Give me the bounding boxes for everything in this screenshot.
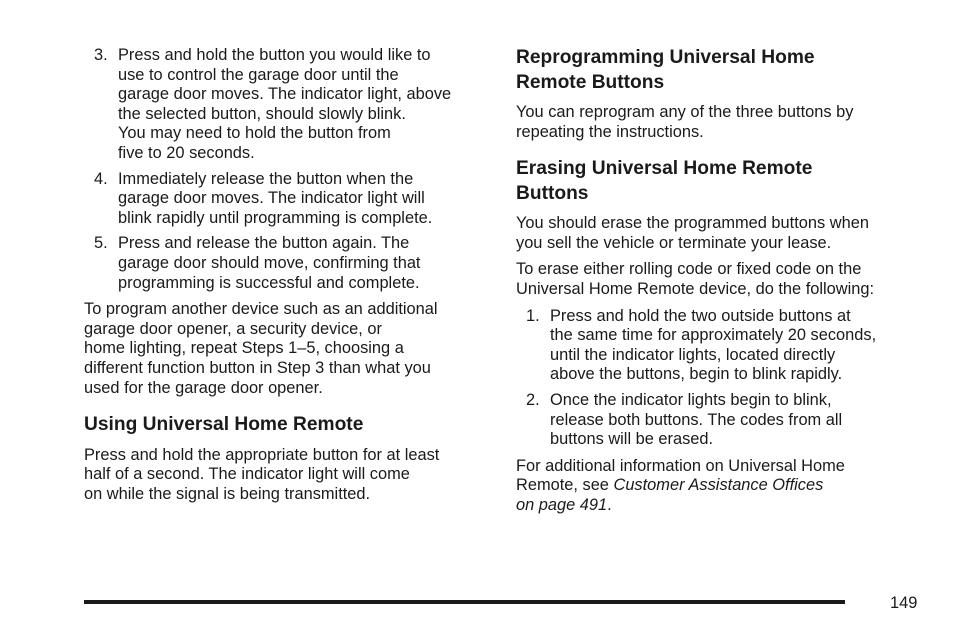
page-number: 149 (890, 594, 918, 612)
erase-sell-paragraph (516, 214, 908, 253)
step-number: 5. (94, 234, 108, 253)
erase-sell-line-1: You should erase the programmed buttons when (516, 214, 869, 233)
erase-intro-line-1: To erase either rolling code or fixed code on the (516, 260, 862, 279)
additional-info-paragraph (516, 457, 908, 516)
using-line-3: on while the signal is being transmitted. (84, 484, 371, 503)
step-4 (84, 170, 484, 229)
additional-info-line-3 (516, 496, 908, 516)
step-4-line-2: garage door moves. The indicator light will (118, 189, 425, 208)
reprogramming-heading-line-2: Remote Buttons (516, 71, 665, 93)
erase-step-2 (516, 391, 908, 450)
additional-info-line-2 (516, 476, 908, 496)
step-3-line-3: garage door moves. The indicator light, above (118, 85, 452, 104)
step-number: 4. (94, 169, 108, 188)
additional-info-line-1: For additional information on Universal Home (516, 456, 845, 475)
erase-steps-list (516, 307, 908, 450)
erase-step-1-line-1: Press and hold the two outside buttons at (550, 306, 851, 325)
erase-intro-line-2: Universal Home Remote device, do the following: (516, 279, 875, 298)
step-3-line-4: the selected button, should slowly blink. (118, 104, 406, 123)
using-paragraph (84, 446, 484, 505)
erasing-heading-line-1: Erasing Universal Home Remote (516, 158, 813, 180)
erase-step-1-line-4: above the buttons, begin to blink rapidly. (550, 365, 843, 384)
step-5-line-3: programming is successful and complete. (118, 273, 420, 292)
another-device-line-3: home lighting, repeat Steps 1–5, choosing a (84, 339, 404, 358)
step-3-line-6: five to 20 seconds. (118, 143, 255, 162)
reprogram-line-1: You can reprogram any of the three buttons by (516, 103, 854, 121)
right-column (516, 46, 908, 523)
programming-steps-list (84, 46, 484, 293)
another-device-line-1: To program another device such as an additional (84, 300, 438, 319)
reprogram-paragraph (516, 103, 908, 142)
using-heading: Using Universal Home Remote (84, 414, 364, 436)
erasing-heading (516, 157, 908, 206)
reprogramming-heading-line-1: Reprogramming Universal Home (516, 47, 815, 68)
additional-info-prefix: Remote, see (516, 476, 614, 495)
step-5-line-2: garage door should move, confirming that (118, 253, 421, 272)
customer-assistance-reference: Customer Assistance Offices (613, 476, 824, 495)
using-line-1: Press and hold the appropriate button for at least (84, 445, 440, 464)
step-3 (84, 46, 484, 164)
reprogram-line-2: repeating the instructions. (516, 122, 704, 141)
erase-step-2-line-2: release both buttons. The codes from all (550, 410, 843, 429)
page-reference: on page 491 (516, 495, 608, 514)
erase-sell-line-2: you sell the vehicle or terminate your lease. (516, 233, 832, 252)
another-device-paragraph (84, 300, 484, 398)
left-column (84, 46, 484, 511)
another-device-line-2: garage door opener, a security device, or (84, 319, 382, 338)
erase-step-1-line-3: until the indicator lights, located directly (550, 345, 836, 364)
erase-step-2-line-1: Once the indicator lights begin to blink, (550, 390, 832, 409)
another-device-line-5: used for the garage door opener. (84, 378, 323, 397)
reprogramming-heading (516, 46, 908, 95)
step-5 (84, 234, 484, 293)
step-number: 2. (526, 390, 540, 409)
erase-step-1-line-2: the same time for approximately 20 seconds, (550, 326, 877, 345)
step-4-line-1: Immediately release the button when the (118, 169, 414, 188)
using-line-2: half of a second. The indicator light will come (84, 465, 410, 484)
step-5-line-1: Press and release the button again. The (118, 234, 410, 253)
another-device-line-4: different function button in Step 3 than what you (84, 358, 431, 377)
step-4-line-3: blink rapidly until programming is complete. (118, 208, 433, 227)
step-number: 3. (94, 46, 108, 64)
step-3-line-1: Press and hold the button you would like to (118, 46, 431, 64)
step-3-line-2: use to control the garage door until the (118, 65, 399, 84)
erase-step-1 (516, 307, 908, 385)
step-3-line-5: You may need to hold the button from (118, 124, 391, 143)
additional-info-suffix: . (607, 495, 612, 514)
erase-step-2-line-3: buttons will be erased. (550, 430, 714, 449)
step-number: 1. (526, 306, 540, 325)
footer-rule (84, 600, 845, 604)
erasing-heading-line-2: Buttons (516, 182, 589, 204)
erase-intro-paragraph (516, 260, 908, 299)
